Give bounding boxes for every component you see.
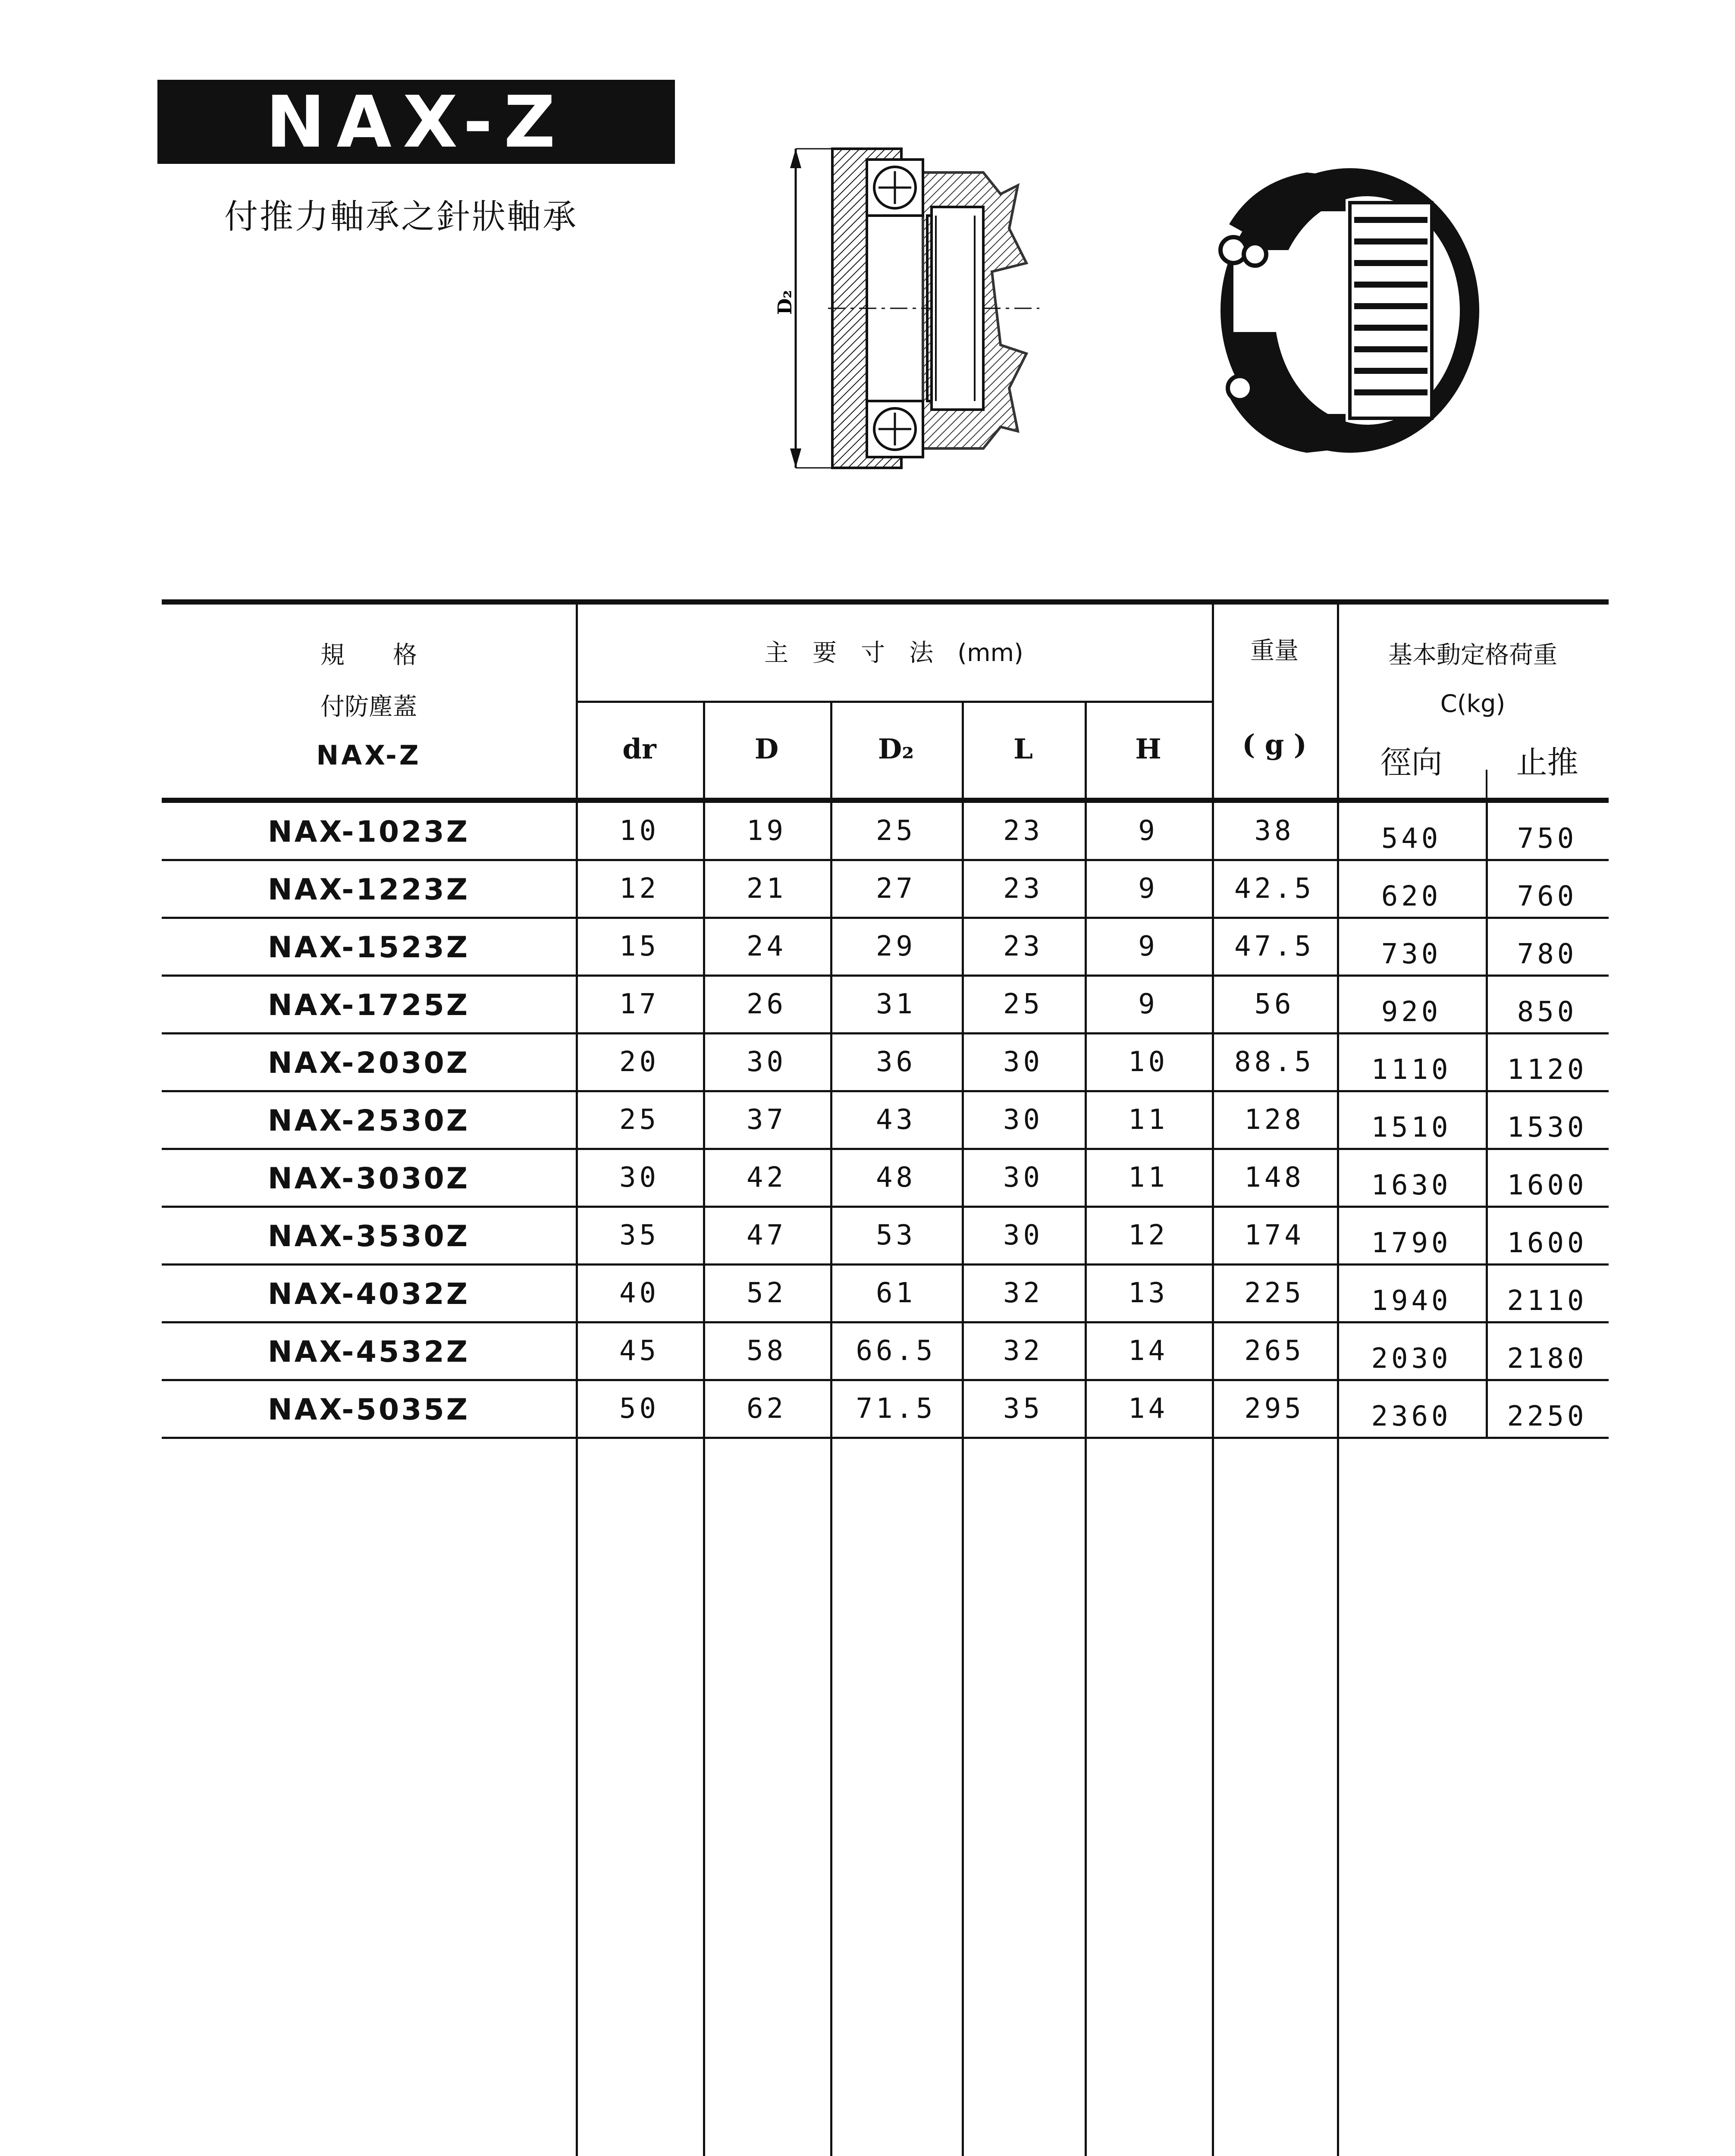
D-cell: 52 (746, 1277, 787, 1309)
radial-cell: 730 (1381, 938, 1442, 970)
model-cell: NAX-4032Z (267, 1277, 470, 1311)
row-rule (162, 1437, 1609, 1439)
dr-cell: 20 (619, 1046, 660, 1078)
D-cell: 37 (746, 1104, 787, 1136)
radial-cell: 620 (1381, 881, 1442, 912)
row-rule (162, 859, 1609, 861)
H-cell: 9 (1138, 988, 1158, 1020)
d2-dimension-label: D₂ (774, 290, 796, 315)
dr-cell: 12 (619, 873, 660, 905)
model-cell: NAX-3030Z (267, 1162, 470, 1196)
thrust-cell: 1600 (1507, 1227, 1588, 1259)
D2-cell: 53 (875, 1219, 916, 1251)
dim-col-header: H (1135, 733, 1161, 765)
column-rule (703, 701, 705, 2156)
weight-cell: 47.5 (1234, 931, 1315, 962)
weight-unit: ( g ) (1242, 729, 1307, 761)
thrust-cell: 850 (1517, 996, 1578, 1028)
D2-cell: 25 (875, 815, 916, 847)
table-header-rule (162, 798, 1609, 803)
D2-cell: 31 (875, 988, 916, 1020)
thrust-cell: 2180 (1507, 1343, 1588, 1375)
spec-table (162, 599, 1609, 2156)
D-cell: 24 (746, 931, 787, 962)
D-cell: 62 (746, 1393, 787, 1425)
L-cell: 30 (1003, 1104, 1044, 1136)
D2-cell: 27 (875, 873, 916, 905)
spec-header: 規 格 (320, 641, 417, 669)
L-cell: 32 (1003, 1335, 1044, 1367)
D-cell: 19 (746, 815, 787, 847)
L-cell: 25 (1003, 988, 1044, 1020)
bearing-photo (1164, 147, 1501, 474)
radial-cell: 1790 (1371, 1227, 1452, 1259)
H-cell: 12 (1128, 1219, 1169, 1251)
row-rule (162, 1148, 1609, 1150)
dr-cell: 10 (619, 815, 660, 847)
weight-cell: 42.5 (1234, 873, 1315, 905)
dr-cell: 35 (619, 1219, 660, 1251)
radial-cell: 1630 (1371, 1169, 1452, 1201)
page-subtitle: 付推力軸承之針狀軸承 (224, 197, 578, 236)
D2-cell: 48 (875, 1162, 916, 1194)
model-cell: NAX-4532Z (267, 1335, 470, 1369)
D-cell: 21 (746, 873, 787, 905)
model-cell: NAX-2530Z (267, 1104, 470, 1138)
dr-cell: 17 (619, 988, 660, 1020)
column-rule (830, 701, 832, 2156)
L-cell: 30 (1003, 1046, 1044, 1078)
column-rule (962, 701, 964, 2156)
weight-cell: 295 (1244, 1393, 1305, 1425)
H-cell: 9 (1138, 873, 1158, 905)
H-cell: 13 (1128, 1277, 1169, 1309)
load-header: 基本動定格荷重 (1388, 641, 1557, 669)
weight-cell: 38 (1254, 815, 1295, 847)
thrust-cell: 2110 (1507, 1285, 1588, 1317)
H-cell: 9 (1138, 815, 1158, 847)
dr-cell: 50 (619, 1393, 660, 1425)
row-rule (162, 1321, 1609, 1323)
radial-cell: 1110 (1371, 1054, 1452, 1086)
D-cell: 58 (746, 1335, 787, 1367)
weight-header: 重量 (1250, 637, 1299, 665)
D2-cell: 61 (875, 1277, 916, 1309)
L-cell: 30 (1003, 1219, 1044, 1251)
L-cell: 32 (1003, 1277, 1044, 1309)
D2-cell: 29 (875, 931, 916, 962)
row-rule (162, 1379, 1609, 1381)
row-rule (162, 1263, 1609, 1266)
column-rule (1085, 701, 1087, 2156)
D-cell: 47 (746, 1219, 787, 1251)
radial-cell: 920 (1381, 996, 1442, 1028)
thrust-cell: 780 (1517, 938, 1578, 970)
D-cell: 26 (746, 988, 787, 1020)
H-cell: 14 (1128, 1335, 1169, 1367)
D2-cell: 66.5 (856, 1335, 936, 1367)
row-rule (162, 1032, 1609, 1034)
page-title: NAX-Z (157, 80, 675, 164)
load-unit: C(kg) (1440, 690, 1506, 718)
dr-cell: 30 (619, 1162, 660, 1194)
radial-label: 徑向 (1380, 744, 1443, 780)
radial-cell: 540 (1381, 823, 1442, 855)
model-cell: NAX-3530Z (267, 1219, 470, 1253)
dims-subheader-rule (576, 701, 1212, 703)
row-rule (162, 1206, 1609, 1208)
L-cell: 35 (1003, 1393, 1044, 1425)
dr-cell: 15 (619, 931, 660, 962)
L-cell: 30 (1003, 1162, 1044, 1194)
dims-header: 主 要 寸 法 (mm) (764, 639, 1023, 667)
D2-cell: 71.5 (856, 1393, 936, 1425)
weight-cell: 148 (1244, 1162, 1305, 1194)
H-cell: 11 (1128, 1162, 1169, 1194)
D-cell: 30 (746, 1046, 787, 1078)
cross-section-drawing (759, 129, 1052, 483)
dr-cell: 25 (619, 1104, 660, 1136)
H-cell: 9 (1138, 931, 1158, 962)
row-rule (162, 917, 1609, 919)
weight-cell: 88.5 (1234, 1046, 1315, 1078)
dim-col-header: D₂ (878, 733, 914, 765)
weight-cell: 265 (1244, 1335, 1305, 1367)
L-cell: 23 (1003, 873, 1044, 905)
H-cell: 11 (1128, 1104, 1169, 1136)
model-cell: NAX-1725Z (267, 988, 470, 1022)
dim-col-header: dr (622, 733, 656, 765)
D-cell: 42 (746, 1162, 787, 1194)
weight-cell: 128 (1244, 1104, 1305, 1136)
row-rule (162, 1090, 1609, 1092)
H-cell: 10 (1128, 1046, 1169, 1078)
D2-cell: 43 (875, 1104, 916, 1136)
model-cell: NAX-5035Z (267, 1393, 470, 1427)
model-cell: NAX-1223Z (267, 873, 470, 907)
thrust-cell: 1120 (1507, 1054, 1588, 1086)
radial-cell: 2030 (1371, 1343, 1452, 1375)
spec-header-dustcover: 付防塵蓋 (320, 693, 417, 721)
thrust-cell: 2250 (1507, 1401, 1588, 1432)
L-cell: 23 (1003, 931, 1044, 962)
thrust-label: 止推 (1516, 744, 1578, 780)
radial-cell: 2360 (1371, 1401, 1452, 1432)
radial-cell: 1510 (1371, 1112, 1452, 1144)
table-top-rule (162, 599, 1609, 605)
dim-col-header: L (1013, 733, 1033, 765)
radial-cell: 1940 (1371, 1285, 1452, 1317)
thrust-cell: 750 (1517, 823, 1578, 855)
model-cell: NAX-1523Z (267, 931, 470, 965)
D2-cell: 36 (875, 1046, 916, 1078)
model-cell: NAX-2030Z (267, 1046, 470, 1080)
row-rule (162, 975, 1609, 977)
weight-cell: 56 (1254, 988, 1295, 1020)
model-cell: NAX-1023Z (267, 815, 470, 849)
L-cell: 23 (1003, 815, 1044, 847)
thrust-cell: 760 (1517, 881, 1578, 912)
thrust-cell: 1600 (1507, 1169, 1588, 1201)
dim-col-header: D (754, 733, 779, 765)
dr-cell: 40 (619, 1277, 660, 1309)
weight-cell: 225 (1244, 1277, 1305, 1309)
thrust-cell: 1530 (1507, 1112, 1588, 1144)
spec-header-series: NAX-Z (316, 740, 421, 771)
dr-cell: 45 (619, 1335, 660, 1367)
H-cell: 14 (1128, 1393, 1169, 1425)
weight-cell: 174 (1244, 1219, 1305, 1251)
